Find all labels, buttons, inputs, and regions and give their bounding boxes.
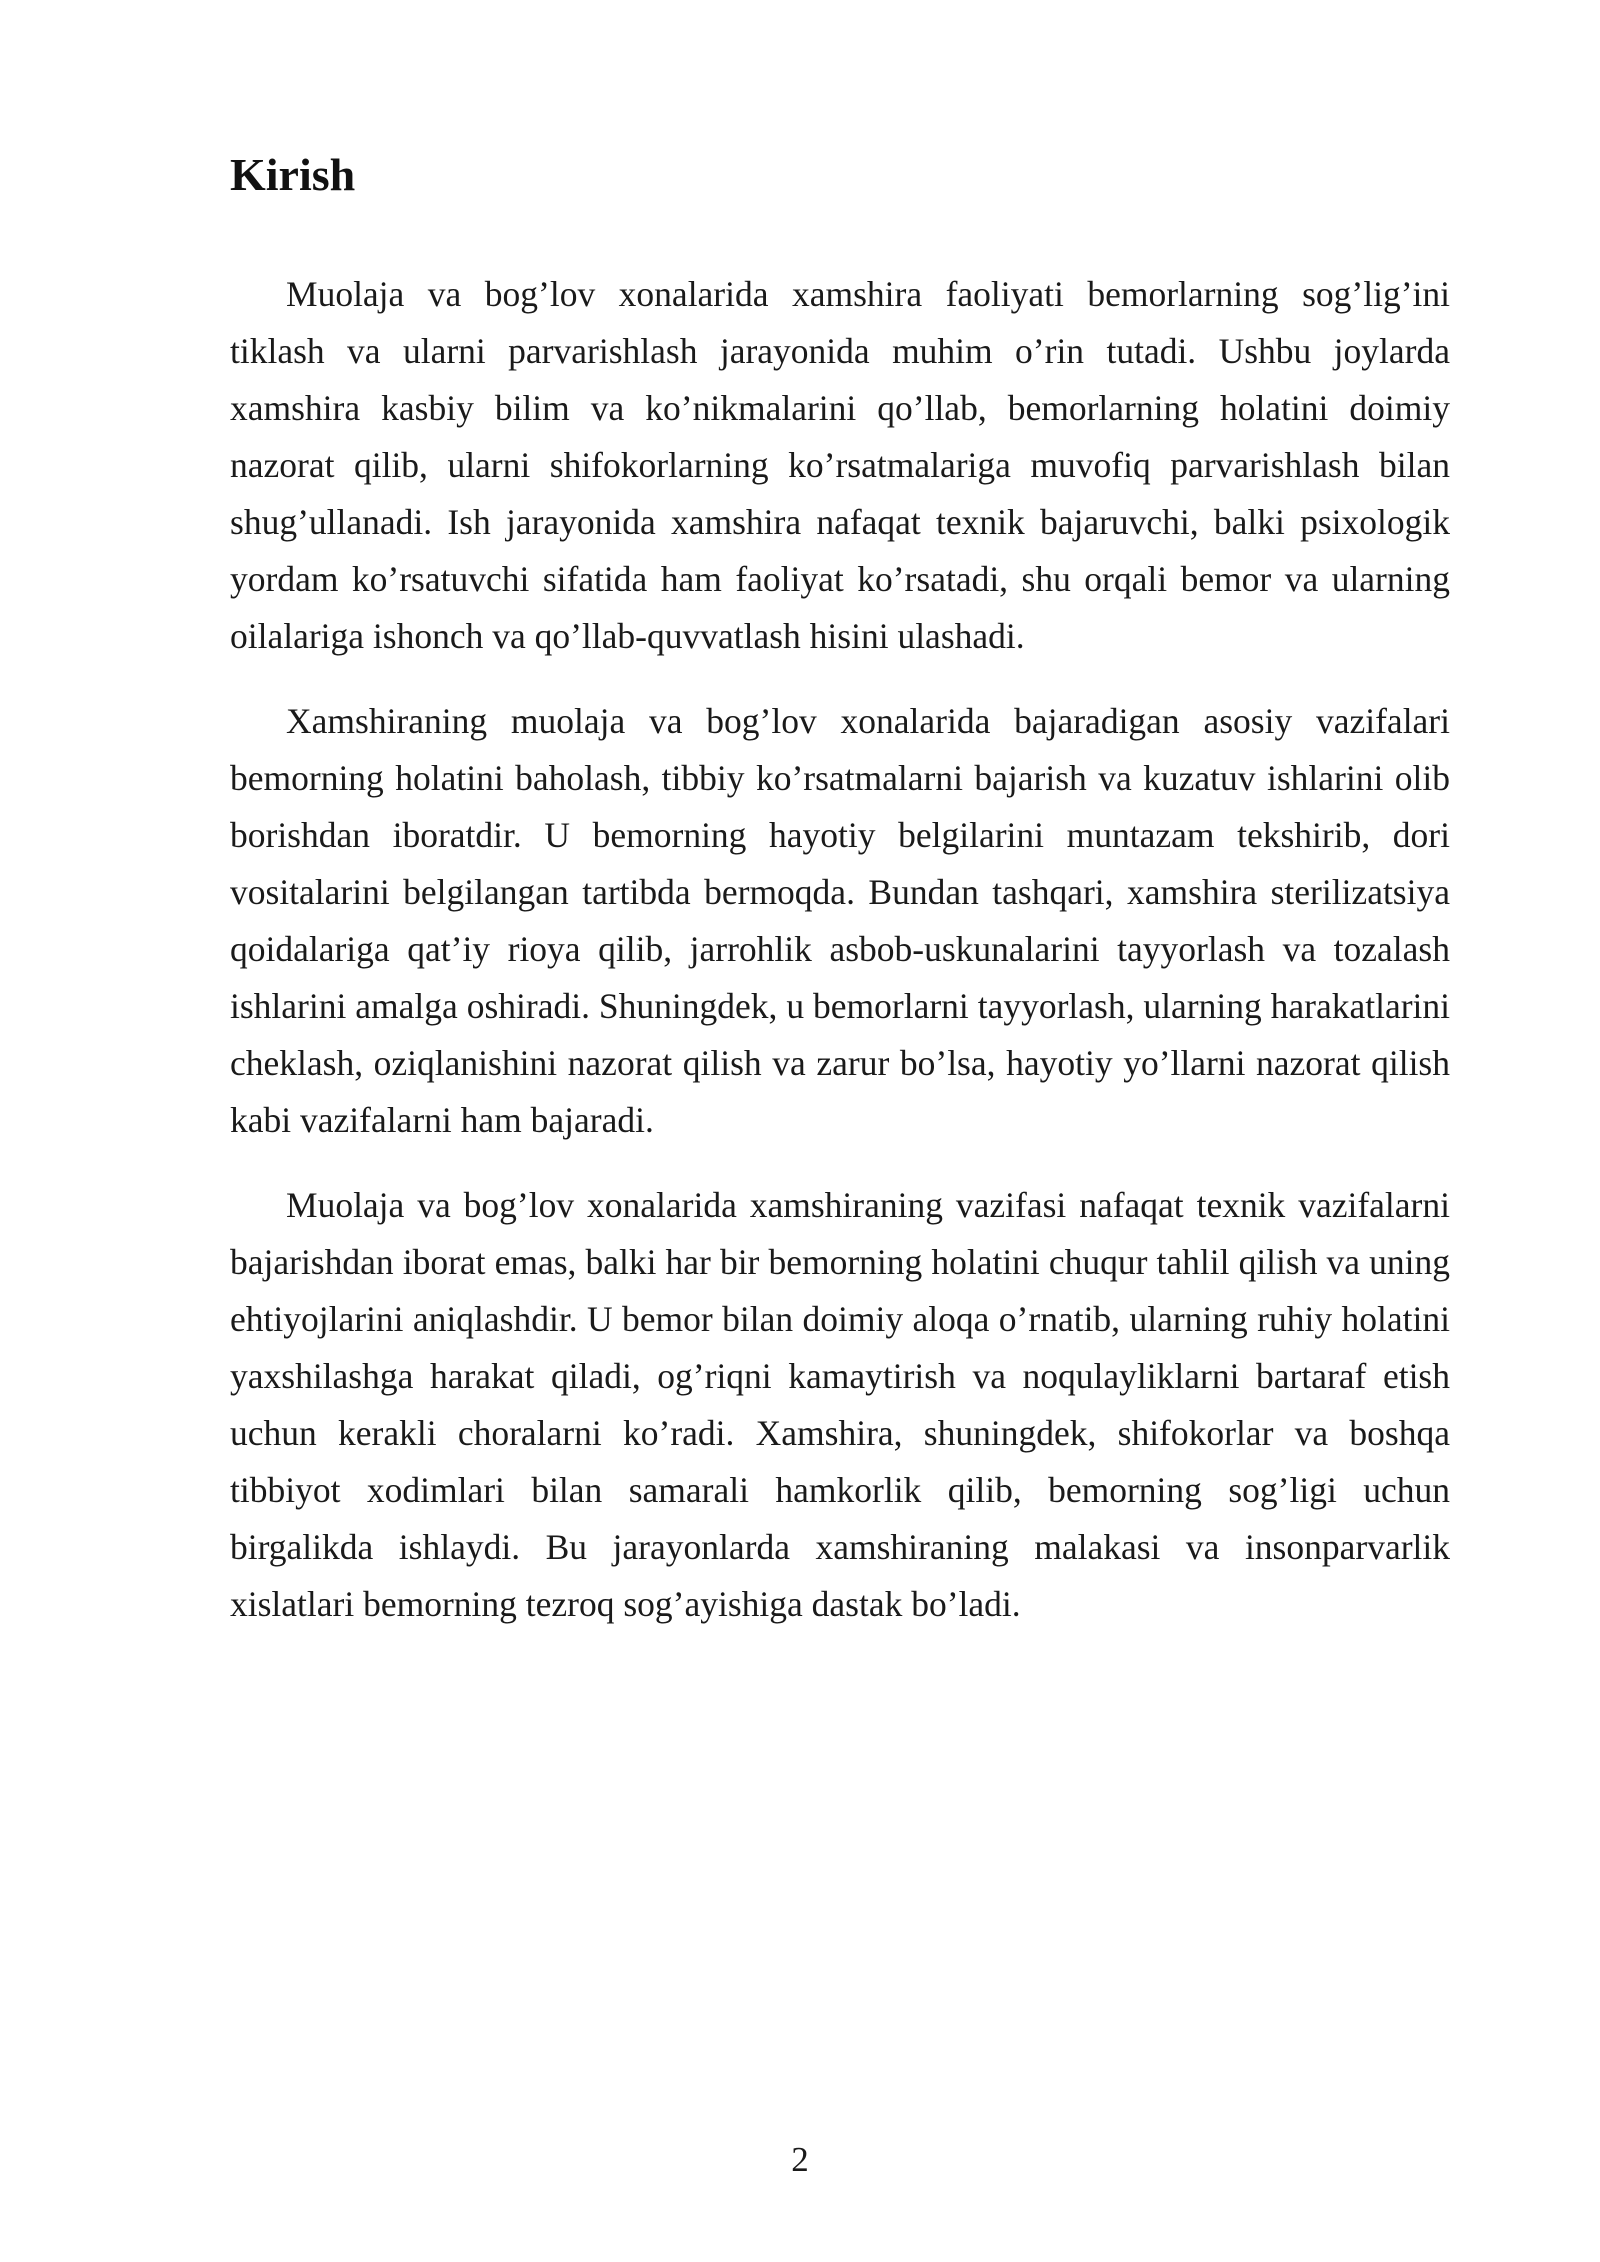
paragraph-2: Xamshiraning muolaja va bog’lov xonalarida bajaradigan asosiy vazifalari bemorning holatini baholash, tibbiy ko’rsatmalarni bajarish va kuzatuv ishlarini olib borishdan iboratdir. U bemorning hayotiy belgilarini muntazam tekshirib, dori vositalarini belgilangan tartibda bermoqda. Bundan tashqari, xamshira sterilizatsiya qoidalariga qat’iy rioya qilib, jarrohlik asbob-uskunalarini tayyorlash va tozalash ishlarini amalga oshiradi. Shuningdek, u bemorlarni tayyorlash, ularning harakatlarini cheklash, oziqlanishini nazorat qilish va zarur bo’lsa, hayotiy yo’llarni nazorat qilish kabi vazifalarni ham bajaradi. — [230, 700, 1450, 1140]
page-content — [230, 150, 1450, 1661]
paragraph-1: Muolaja va bog’lov xonalarida xamshira faoliyati bemorlarning sog’lig’ini tiklash va ularni parvarishlash jarayonida muhim o’rin tutadi. Ushbu joylarda xamshira kasbiy bilim va ko’nikmalarini qo’llab, bemorlarning holatini doimiy nazorat qilib, ularni shifokorlarning ko’rsatmalariga muvofiq parvarishlash bilan shug’ullanadi. Ish jarayonida xamshira nafaqat texnik bajaruvchi, balki psixologik yordam ko’rsatuvchi sifatida ham faoliyat ko’rsatadi, shu orqali bemor va ularning oilalariga ishonch va qo’llab-quvvatlash hisini ulashadi. — [230, 273, 1450, 656]
section-heading: Kirish — [230, 149, 356, 200]
paragraph-3: Muolaja va bog’lov xonalarida xamshiraning vazifasi nafaqat texnik vazifalarni bajarishdan iborat emas, balki har bir bemorning holatini chuqur tahlil qilish va uning ehtiyojlarini aniqlashdir. U bemor bilan doimiy aloqa o’rnatib, ularning ruhiy holatini yaxshilashga harakat qiladi, og’riqni kamaytirish va noqulayliklarni bartaraf etish uchun kerakli choralarni ko’radi. Xamshira, shuningdek, shifokorlar va boshqa tibbiyot xodimlari bilan samarali hamkorlik qilib, bemorning sog’ligi uchun birgalikda ishlaydi. Bu jarayonlarda xamshiraning malakasi va insonparvarlik xislatlari bemorning tezroq sog’ayishiga dastak bo’ladi. — [230, 1184, 1450, 1624]
page-number: 2 — [791, 2140, 809, 2179]
